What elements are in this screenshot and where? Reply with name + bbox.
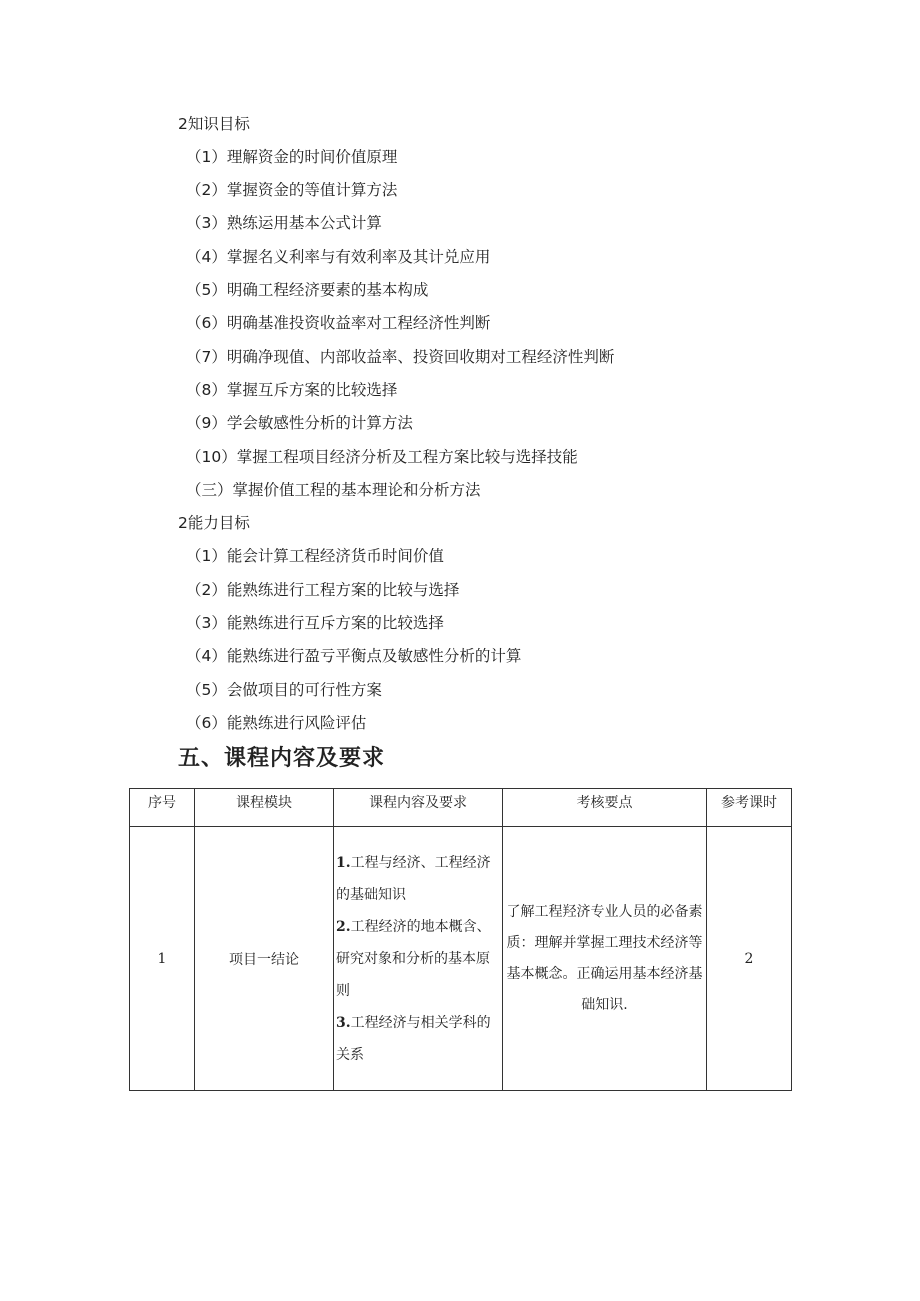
row-index: 1 (130, 827, 195, 1091)
row-module: 项目一结论 (195, 827, 334, 1091)
section-title: 五、课程内容及要求 (178, 746, 386, 771)
knowledge-item: （6）明确基准投资收益率对工程经济性判断 (186, 314, 491, 332)
row-content (334, 827, 503, 1091)
knowledge-item: （10）掌握工程项目经济分析及工程方案比较与选择技能 (186, 448, 578, 466)
knowledge-item: （1）理解资金的时间价值原理 (186, 148, 398, 166)
ability-item: （5）会做项目的可行性方案 (186, 681, 382, 699)
row-exam: 了解工程羟济专业人员的必备素质：理解并掌握工理技术经济等基本概念。正确运用基本经济基础知识. (503, 827, 707, 1091)
ability-item: （3）能熟练进行互斥方案的比较选择 (186, 614, 444, 632)
knowledge-item: （3）熟练运用基本公式计算 (186, 214, 382, 232)
ability-item: （4）能熟练进行盈亏平衡点及敏感性分析的计算 (186, 647, 522, 665)
knowledge-heading: 2知识目标 (178, 115, 250, 133)
header-module: 课程模块 (195, 789, 334, 827)
header-hours: 参考课时 (707, 789, 792, 827)
header-content: 课程内容及要求 (334, 789, 503, 827)
knowledge-item: （5）明确工程经济要素的基本构成 (186, 281, 429, 299)
content-item: 3.工程经济与相关学科的关系 (336, 1014, 491, 1063)
row-hours: 2 (707, 827, 792, 1091)
header-index: 序号 (130, 789, 195, 827)
knowledge-item: （9）学会敏感性分析的计算方法 (186, 414, 413, 432)
content-item: 1.工程与经济、工程经济的基础知识 (336, 854, 491, 903)
knowledge-item: （8）掌握互斥方案的比较选择 (186, 381, 398, 399)
content-item: 2.工程经济的地本概含、研究对象和分析的基本原则 (336, 918, 491, 999)
knowledge-item: （2）掌握资金的等值计算方法 (186, 181, 398, 199)
knowledge-item: （4）掌握名义利率与有效利率及其计兑应用 (186, 248, 491, 266)
knowledge-item: （7）明确净现值、内部收益率、投资回收期对工程经济性判断 (186, 348, 615, 366)
header-exam: 考核要点 (503, 789, 707, 827)
ability-item: （1）能会计算工程经济货币时间价值 (186, 547, 444, 565)
ability-item: （2）能熟练进行工程方案的比较与选择 (186, 581, 460, 599)
knowledge-item: （三）掌握价值工程的基本理论和分析方法 (186, 481, 481, 499)
course-table (129, 788, 792, 1091)
table-header-row (130, 789, 792, 827)
ability-heading: 2能力目标 (178, 514, 250, 532)
ability-item: （6）能熟练进行风险评估 (186, 714, 367, 732)
table-row (130, 827, 792, 1091)
